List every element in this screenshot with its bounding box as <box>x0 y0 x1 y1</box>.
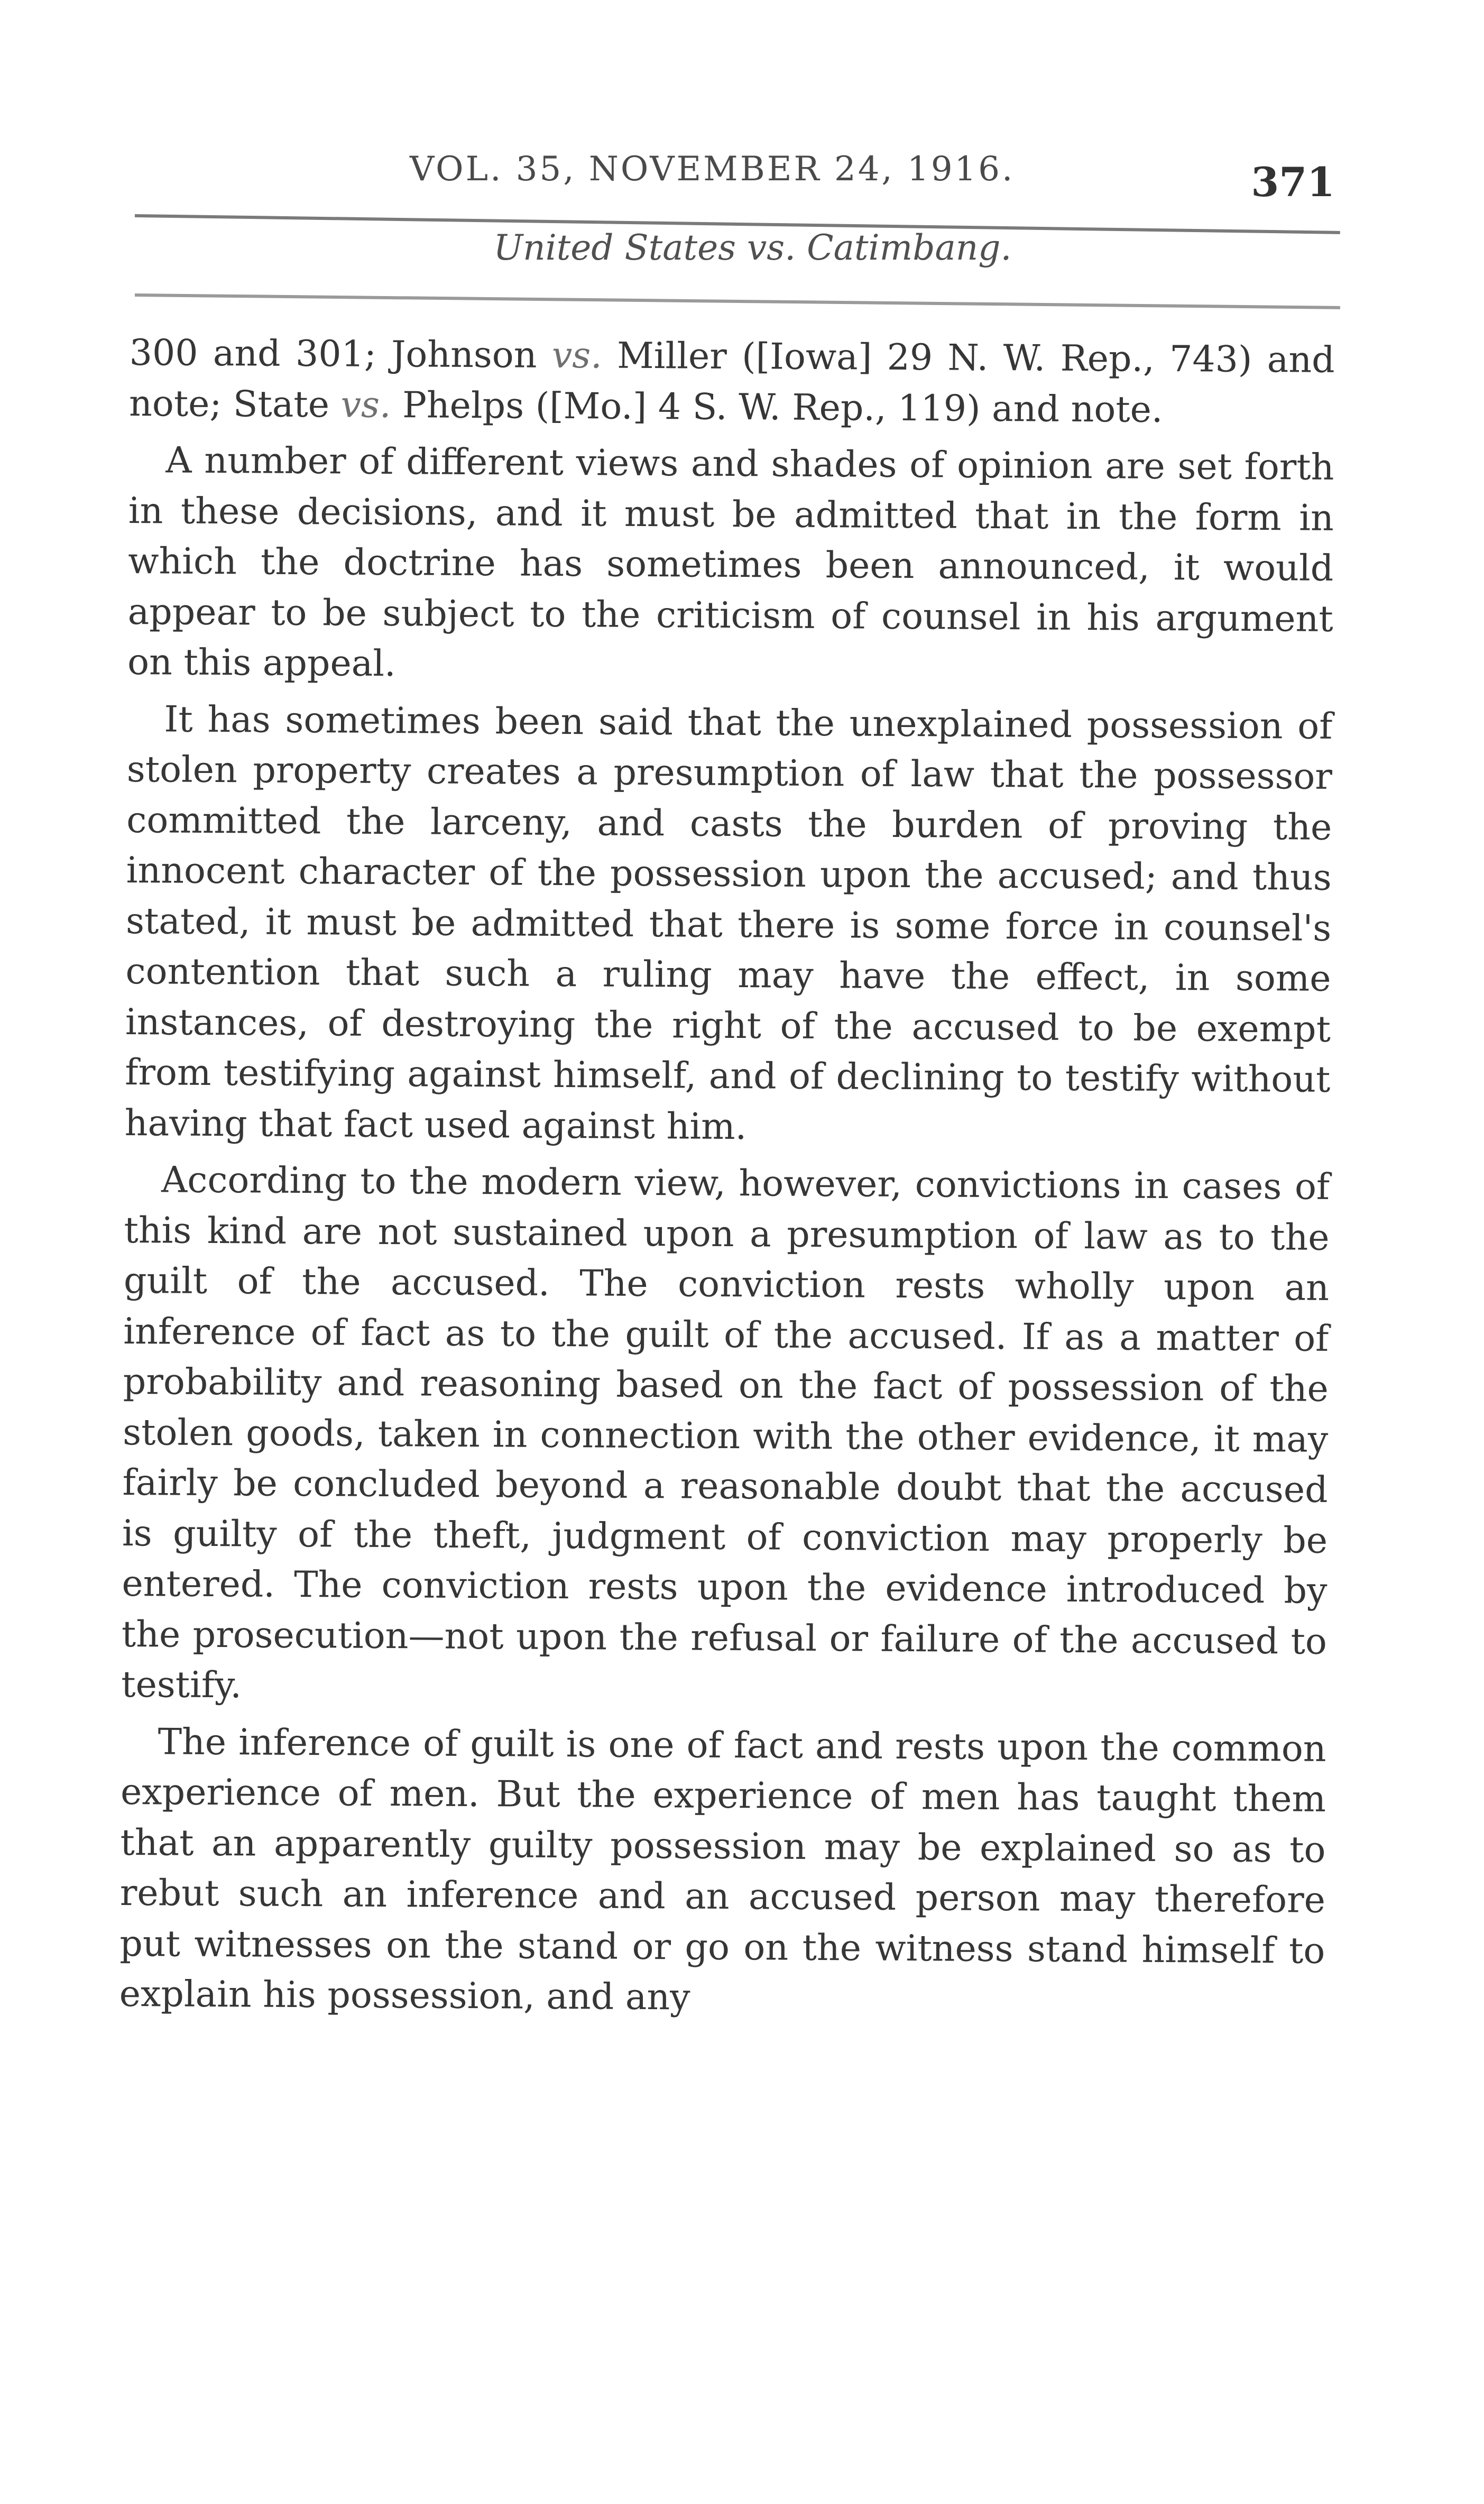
versus-abbrev: vs. <box>340 383 391 426</box>
paragraph: A number of different views and shades of opinion are set forth in these decisions, and it must be admitted that in the form in which the doctrine has sometimes been announced, it would appear to be subject to the criticism of counsel in his argument on this appeal. <box>127 439 1334 685</box>
paragraph: It has sometimes been said that the unexplained possession of stolen property creates a presumption of law that the possessor committed the larceny, and casts the burden of proving the innocent character of the possession upon the accused; and thus stated, it must be admitted that there is some force in counsel's contention that such a ruling may have the effect, in some instances, of destroying the right of the accused to be exempt from testifying against himself, and of declining to testify without having that fact used against him. <box>124 698 1333 1148</box>
paragraph: The inference of guilt is one of fact and rests upon the common experience of men. But the experience of men has taught them that an apparently guilty possession may be explained so as to rebut such an inference and an accused person may therefore put witnesses on the stand or go on the witness stand himself to explain his possession, and any <box>119 1720 1326 2019</box>
page-number: 371 <box>1251 159 1335 206</box>
running-title: VOL. 35, NOVEMBER 24, 1916. <box>410 150 1015 189</box>
paragraph-citation-continuation <box>129 328 1335 436</box>
paragraph: According to the modern view, however, convictions in cases of this kind are not sustained upon a presumption of law as to the guilt of the accused. The conviction rests wholly upon an inference of fact as to the guilt of the accused. If as a matter of probability and reasoning based on the fact of possession of the stolen goods, taken in connection with the other evidence, it may fairly be concluded beyond a reasonable doubt that the accused is guilty of the theft, judgment of conviction may properly be entered. The conviction rests upon the evidence introduced by the prosecution—not upon the refusal or failure of the accused to testify. <box>121 1159 1330 1707</box>
case-title: United States vs. Catimbang. <box>493 227 1012 268</box>
versus-abbrev: vs. <box>551 334 603 377</box>
body-text <box>119 328 1335 2033</box>
header-rule-bottom <box>135 293 1340 309</box>
running-head <box>135 135 1340 204</box>
citation-text: Phelps ([Mo.] 4 S. W. Rep., 119) and note. <box>391 384 1163 431</box>
citation-text: 300 and 301; Johnson <box>129 332 552 376</box>
citation-text: Miller ([Iowa] 29 N. W. Rep., 743) and note; State <box>128 335 1335 426</box>
